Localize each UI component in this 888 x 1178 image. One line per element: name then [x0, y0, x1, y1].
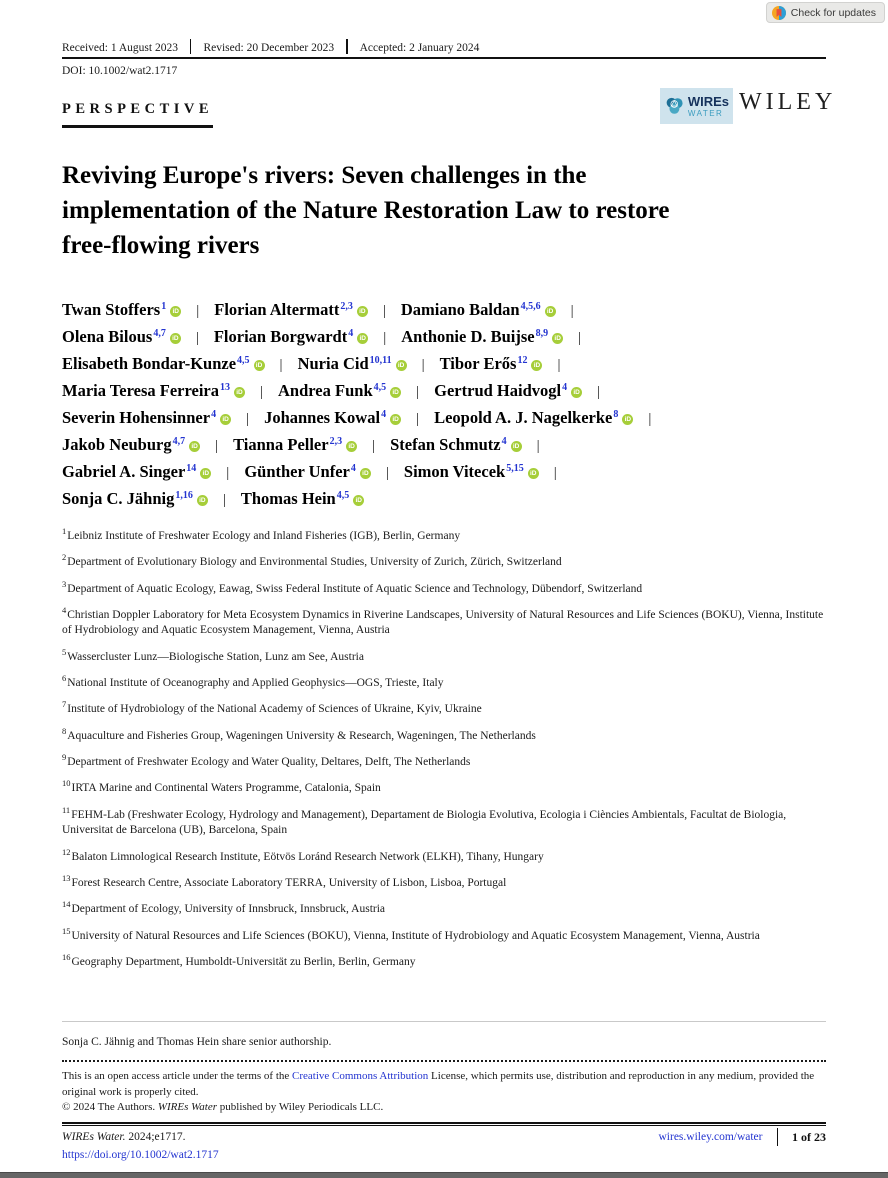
author — [264, 410, 401, 427]
affiliation-number: 8 — [62, 725, 67, 736]
affiliation-superscript: 4 — [348, 328, 354, 339]
affiliation-superscript: 4 — [562, 382, 568, 393]
author — [62, 491, 208, 508]
author — [401, 302, 556, 319]
header-rule — [62, 57, 826, 59]
affiliation: $^{14}$Department of Ecology, University of Innsbruck, Innsbruck, Austria — [62, 899, 386, 916]
affiliation: $^6$National Institute of Oceanography and Applied Geophysics—OGS, Trieste, Italy — [62, 673, 444, 689]
author-separator: | — [372, 438, 376, 454]
author-name: Andrea Funk — [278, 381, 373, 400]
author — [404, 464, 539, 481]
affiliation: $^3$Department of Aquatic Ecology, Eawag, Swiss Federal Institute of Aquatic Science and Technology, Dübendorf, Switzerland — [62, 578, 643, 595]
author-separator: | — [215, 438, 219, 454]
affiliation-superscript: 14 — [186, 463, 197, 474]
author-list — [62, 296, 852, 512]
author-separator: | — [385, 465, 389, 481]
author — [62, 437, 200, 454]
author-separator: | — [246, 411, 250, 427]
author-separator: | — [536, 438, 540, 454]
affiliation-number: 4 — [62, 604, 67, 615]
affiliation-superscript: 13 — [220, 382, 230, 393]
author-name: Gabriel A. Singer — [62, 462, 186, 481]
author-row — [62, 323, 852, 350]
affiliation-superscript: 4,5 — [373, 382, 387, 393]
affiliation-superscript: 4 — [381, 409, 387, 420]
author-name: Maria Teresa Ferreira — [62, 381, 219, 400]
author-name: Severin Hohensinner — [62, 408, 211, 427]
author — [390, 437, 521, 454]
author — [244, 464, 371, 481]
orcid-icon[interactable]: iD — [531, 360, 542, 371]
license-text: This is an open access article under the terms of the — [62, 1070, 293, 1082]
author — [434, 410, 633, 427]
author-name: Günther Unfer — [244, 462, 350, 481]
author-name: Jakob Neuburg — [62, 435, 172, 454]
citation-text: 2024;e1717. — [125, 1131, 186, 1143]
orcid-icon[interactable]: iD — [189, 441, 200, 452]
author-name: Olena Bilous — [62, 327, 153, 346]
affiliation: $^{13}$Forest Research Centre, Associate Laboratory TERRA, University of Lisbon, Lisboa, Portugal — [62, 872, 507, 889]
affiliation-superscript: 4 — [350, 463, 356, 474]
author-name: Stefan Schmutz — [390, 435, 501, 454]
orcid-icon[interactable]: iD — [197, 495, 208, 506]
orcid-icon[interactable]: iD — [396, 360, 407, 371]
affiliation: $^8$Aquaculture and Fisheries Group, Wageningen University & Research, Wageningen, The Netherlands — [62, 725, 536, 742]
author — [62, 356, 265, 373]
affiliation-number: 9 — [62, 752, 67, 763]
affiliation-number: 14 — [62, 899, 71, 910]
title-line: free-flowing rivers — [62, 232, 260, 259]
affiliation-number: 13 — [62, 872, 71, 883]
author-separator: | — [382, 303, 386, 319]
article-title — [62, 158, 837, 263]
affiliation: $^2$Department of Evolutionary Biology and Environmental Studies, University of Zurich, Zürich, Switzerland — [62, 552, 562, 569]
author-name: Leopold A. J. Nagelkerke — [434, 408, 613, 427]
orcid-icon[interactable]: iD — [353, 495, 364, 506]
author-name: Tianna Peller — [233, 435, 329, 454]
author — [62, 464, 211, 481]
affiliation-number: 3 — [62, 578, 67, 589]
author-separator: | — [195, 330, 199, 346]
author — [62, 383, 245, 400]
affiliation-superscript: 4 — [211, 409, 217, 420]
revised-date: Revised: 20 December 2023 — [203, 42, 335, 54]
author — [241, 491, 364, 508]
author — [62, 410, 231, 427]
affiliation: $^5$Wassercluster Lunz—Biologische Station, Lunz am See, Austria — [62, 646, 364, 663]
orcid-icon[interactable]: iD — [200, 468, 211, 479]
author-separator: | — [222, 492, 226, 508]
doi-link[interactable]: https://doi.org/10.1002/wat2.1717 — [62, 1149, 219, 1161]
orcid-icon[interactable]: iD — [528, 468, 539, 479]
author-name: Thomas Hein — [240, 489, 336, 508]
divider — [190, 39, 192, 54]
affiliation-number: 15 — [62, 925, 71, 936]
affiliation-superscript: 2,3 — [340, 301, 353, 312]
journal-name: WIREs Water. — [62, 1131, 126, 1143]
footer-rule — [62, 1122, 826, 1126]
affiliation-superscript: 8,9 — [535, 328, 549, 339]
wires-water-logo — [660, 88, 733, 124]
affiliation: $^{11}$FEHM-Lab (Freshwater Ecology, Hydrology and Management), Departament de Biologia Evolutiva, Ecologia i Ciències Ambientals, Facultat de Biologia, Universitat de Barcelona (UB), Barcelona, Spain — [62, 804, 787, 837]
orcid-icon[interactable]: iD — [346, 441, 357, 452]
page-edge — [0, 1172, 888, 1178]
author-separator: | — [196, 303, 200, 319]
author — [278, 383, 401, 400]
wiley-wordmark: WILEY — [739, 89, 837, 115]
affiliation-superscript: 4 — [501, 436, 507, 447]
affiliation-number: 12 — [62, 846, 71, 857]
footer-right — [659, 1128, 827, 1146]
senior-authorship-note: Sonja C. Jähnig and Thomas Hein share senior authorship. — [62, 1036, 332, 1048]
affiliation: $^1$Leibniz Institute of Freshwater Ecology and Inland Fisheries (IGB), Berlin, Germany — [62, 526, 461, 542]
author-separator: | — [578, 330, 582, 346]
creative-commons-link[interactable]: Creative Commons Attribution — [292, 1070, 429, 1082]
affiliation: $^{10}$IRTA Marine and Continental Waters Programme, Catalonia, Spain — [62, 778, 381, 795]
author-row — [62, 485, 852, 512]
author-name: Nuria Cid — [297, 354, 369, 373]
author — [434, 383, 582, 400]
orcid-icon[interactable]: iD — [545, 306, 556, 317]
orcid-icon[interactable]: iD — [390, 414, 401, 425]
orcid-icon[interactable]: iD — [622, 414, 633, 425]
orcid-icon[interactable]: iD — [234, 387, 245, 398]
title-line: Reviving Europe's rivers: Seven challenges in the — [62, 162, 587, 189]
author-separator: | — [553, 465, 557, 481]
orcid-icon[interactable]: iD — [357, 306, 368, 317]
orcid-icon[interactable]: iD — [552, 333, 563, 344]
author-row — [62, 431, 852, 458]
affiliation-number: 10 — [62, 778, 71, 789]
divider — [777, 1128, 779, 1146]
author-name: Damiano Baldan — [400, 300, 520, 319]
received-date: Received: 1 August 2023 — [62, 42, 178, 54]
author-name: Anthonie D. Buijse — [401, 327, 535, 346]
affiliation-superscript: 4,7 — [172, 436, 186, 447]
author-name: Florian Borgwardt — [213, 327, 348, 346]
author-row — [62, 404, 852, 431]
author-name: Tibor Erős — [439, 354, 517, 373]
author — [62, 302, 181, 319]
author — [298, 356, 407, 373]
author-separator: | — [260, 384, 264, 400]
check-for-updates-label: Check for updates — [790, 6, 876, 19]
affiliation-number: 5 — [62, 646, 67, 657]
author — [401, 329, 563, 346]
author-name: Simon Vitecek — [403, 462, 506, 481]
author — [440, 356, 543, 373]
affiliation-number: 6 — [62, 673, 67, 684]
affiliation-number: 7 — [62, 699, 67, 710]
author-separator: | — [648, 411, 652, 427]
affiliation-number: 1 — [62, 526, 67, 536]
orcid-icon[interactable]: iD — [360, 468, 371, 479]
author-separator: | — [416, 384, 420, 400]
affiliation: $^{16}$Geography Department, Humboldt-Universität zu Berlin, Berlin, Germany — [62, 951, 416, 968]
copyright-text: © 2024 The Authors. — [62, 1101, 158, 1113]
author-name: Johannes Kowal — [264, 408, 381, 427]
license-note — [62, 1068, 826, 1100]
title-line: implementation of the Nature Restoration Law to restore — [62, 197, 670, 224]
author — [214, 302, 368, 319]
author — [62, 329, 181, 346]
orcid-icon[interactable]: iD — [254, 360, 265, 371]
page-number: 1 of 23 — [792, 1129, 826, 1144]
orcid-icon[interactable]: iD — [357, 333, 368, 344]
dotted-rule — [62, 1060, 826, 1062]
affiliation-superscript: 1,16 — [175, 490, 193, 501]
affiliation: $^4$Christian Doppler Laboratory for Meta Ecosystem Dynamics in Riverine Landscapes, University of Natural Resources and Life Sciences (BOKU), Vienna, Institute of Hydrobiology and Aquatic Ecosystem Management, Vienna, Austria — [62, 604, 824, 637]
license-text: License, which permits use, distribution and reproduction in any medium, provided the original work is properly cited. — [62, 1070, 815, 1098]
affiliation: $^9$Department of Freshwater Ecology and Water Quality, Deltares, Delft, The Netherlands — [62, 752, 471, 768]
copyright-text: published by Wiley Periodicals LLC. — [217, 1101, 384, 1113]
author-row — [62, 296, 852, 323]
affiliation-superscript: 5,15 — [506, 463, 524, 474]
orcid-icon[interactable]: iD — [390, 387, 401, 398]
author-name: Gertrud Haidvogl — [434, 381, 562, 400]
wires-trefoil-icon — [664, 93, 685, 119]
author-separator: | — [383, 330, 387, 346]
affiliation-superscript: 4,5 — [237, 355, 250, 366]
divider — [346, 39, 348, 54]
author-separator: | — [597, 384, 601, 400]
author-name: Florian Altermatt — [214, 300, 340, 319]
article-type-label: PERSPECTIVE — [62, 101, 213, 128]
affiliation-number: 16 — [62, 951, 71, 962]
author-separator: | — [421, 357, 425, 373]
author-row — [62, 458, 852, 485]
doi-line: DOI: 10.1002/wat2.1717 — [62, 65, 178, 77]
author-separator: | — [279, 357, 283, 373]
citation-line — [62, 1131, 186, 1143]
author-row — [62, 377, 852, 404]
orcid-icon[interactable]: iD — [511, 441, 522, 452]
affiliation-superscript: 4,5,6 — [520, 301, 541, 312]
author-separator: | — [226, 465, 230, 481]
wires-wordmark: WIREs — [687, 93, 729, 109]
journal-name: WIREs Water — [157, 1101, 218, 1113]
author-separator: | — [557, 357, 561, 373]
affiliation-number: 2 — [62, 552, 67, 563]
author-name: Twan Stoffers — [62, 300, 161, 319]
affiliation-superscript: 4,5 — [336, 490, 350, 501]
affiliation-number: 11 — [62, 804, 71, 815]
orcid-icon[interactable]: iD — [220, 414, 231, 425]
journal-website-link[interactable]: wires.wiley.com/water — [658, 1131, 763, 1143]
affiliation-superscript: 1 — [161, 301, 167, 312]
author-separator: | — [570, 303, 574, 319]
dates-row — [62, 39, 826, 54]
affiliation-list — [62, 524, 828, 976]
author-name: Sonja C. Jähnig — [62, 489, 175, 508]
affiliation-superscript: 10,11 — [369, 355, 392, 366]
crossmark-icon — [772, 6, 786, 20]
affiliation-superscript: 4,7 — [153, 328, 166, 339]
author-row — [62, 350, 852, 377]
footnote-rule — [62, 1021, 826, 1022]
orcid-icon[interactable]: iD — [170, 333, 181, 344]
water-wordmark: WATER — [687, 108, 724, 118]
author-separator: | — [416, 411, 420, 427]
orcid-icon[interactable]: iD — [170, 306, 181, 317]
affiliation: $^{12}$Balaton Limnological Research Institute, Eötvös Loránd Research Network (ELKH), Tihany, Hungary — [62, 846, 544, 863]
check-for-updates-button[interactable] — [766, 2, 885, 23]
affiliation-superscript: 2,3 — [329, 436, 343, 447]
accepted-date: Accepted: 2 January 2024 — [359, 42, 480, 54]
copyright-note — [62, 1101, 383, 1113]
author — [214, 329, 368, 346]
affiliation-superscript: 8 — [613, 409, 619, 420]
affiliation: $^{15}$University of Natural Resources and Life Sciences (BOKU), Vienna, Institute of Hydrobiology and Aquatic Ecosystem Management, Vienna, Austria — [62, 925, 760, 942]
affiliation: $^7$Institute of Hydrobiology of the National Academy of Sciences of Ukraine, Kyiv, Ukraine — [62, 699, 482, 716]
orcid-icon[interactable]: iD — [571, 387, 582, 398]
author-name: Elisabeth Bondar-Kunze — [62, 354, 237, 373]
author — [233, 437, 357, 454]
affiliation-superscript: 12 — [517, 355, 528, 366]
